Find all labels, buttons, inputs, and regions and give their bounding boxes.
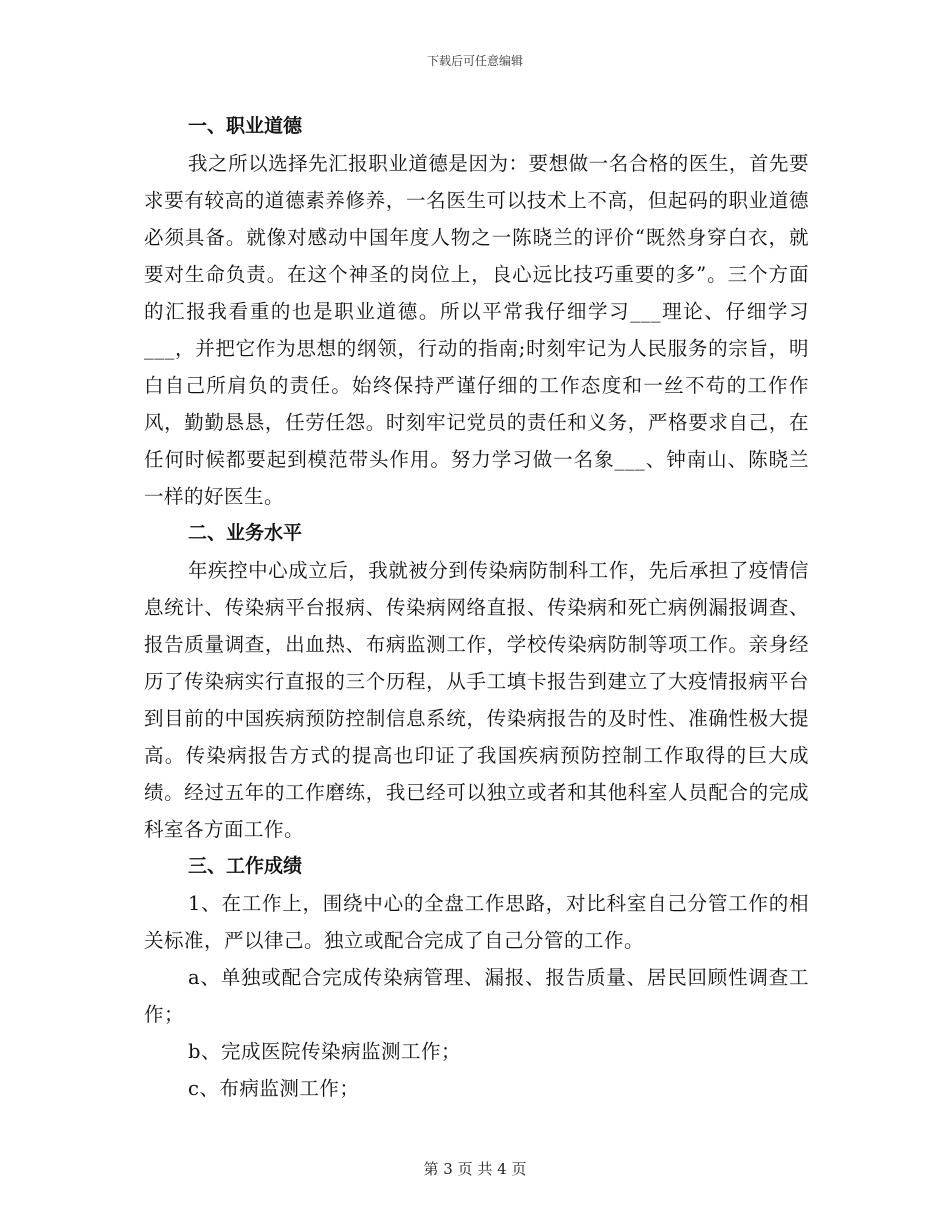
section-heading-2: 二、业务水平 [188, 522, 303, 544]
section-1-paragraph: 我之所以选择先汇报职业道德是因为：要想做一名合格的医生，首先要求要有较高的道德素养修养，一名医生可以技术上不高，但起码的职业道德必须具备。就像对感动中国年度人物之一陈晓兰的评价“既然身穿白衣，就要对生命负责。在这个神圣的岗位上，良心远比技巧重要的多”。三个方面的汇报我看重的也是职业道德。所以平常我仔细学习___理论、仔细学习___，并把它作为思想的纲领，行动的指南;时刻牢记为人民服务的宗旨，明白自己所肩负的责任。始终保持严谨仔细的工作态度和一丝不苟的工作作风，勤勤恳恳，任劳任怨。时刻牢记党员的责任和义务，严格要求自己，在任何时候都要起到模范带头作用。努力学习做一名象___、钟南山、陈晓兰一样的好医生。 [144, 152, 809, 508]
section-heading-3: 三、工作成绩 [188, 855, 303, 877]
section-3-item-a: a、单独或配合完成传染病管理、漏报、报告质量、居民回顾性调查工作； [144, 966, 809, 1026]
document-body [144, 108, 809, 1107]
page-header: 下载后可任意编辑 [426, 54, 523, 68]
page-footer: 第 3 页 共 4 页 [423, 1160, 527, 1178]
section-heading-1: 一、职业道德 [188, 115, 303, 137]
section-3-paragraph-1: 1、在工作上，围绕中心的全盘工作思路，对比科室自己分管工作的相关标准，严以律己。独立或配合完成了自己分管的工作。 [144, 892, 809, 952]
section-2-paragraph: 年疾控中心成立后，我就被分到传染病防制科工作，先后承担了疫情信息统计、传染病平台报病、传染病网络直报、传染病和死亡病例漏报调查、报告质量调查，出血热、布病监测工作，学校传染病防制等项工作。亲身经历了传染病实行直报的三个历程，从手工填卡报告到建立了大疫情报病平台到目前的中国疾病预防控制信息系统，传染病报告的及时性、准确性极大提高。传染病报告方式的提高也印证了我国疾病预防控制工作取得的巨大成绩。经过五年的工作磨练，我已经可以独立或者和其他科室人员配合的完成科室各方面工作。 [144, 559, 809, 841]
section-3-item-c: c、布病监测工作； [188, 1077, 360, 1100]
section-3-item-b: b、完成医院传染病监测工作； [188, 1040, 461, 1063]
